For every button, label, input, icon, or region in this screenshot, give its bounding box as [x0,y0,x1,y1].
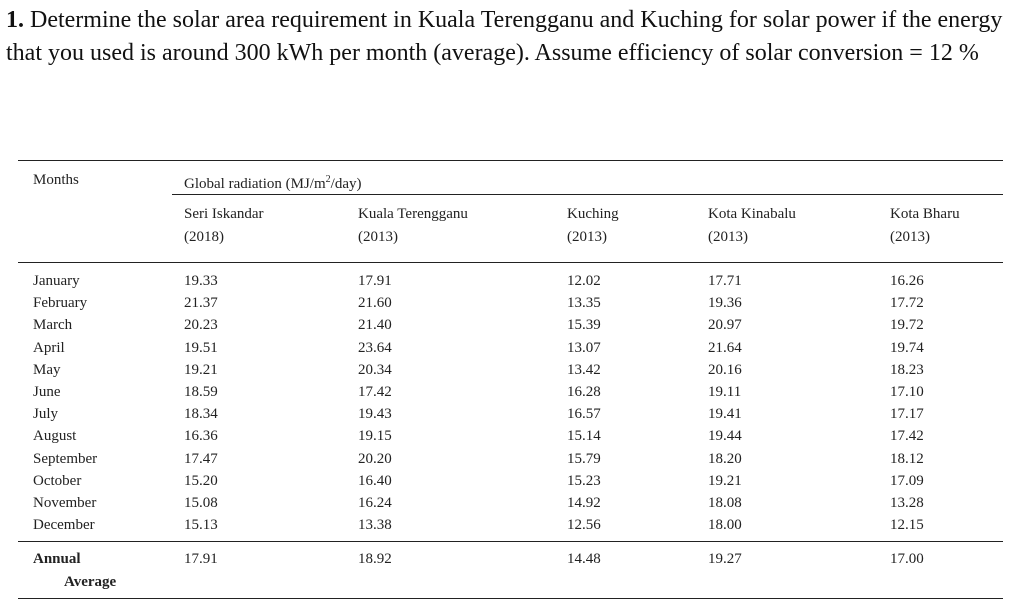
table-cell: 17.47 [184,451,218,467]
table-cell: 19.21 [708,473,742,489]
table-cell: 21.60 [358,295,392,311]
table-cell: 13.35 [567,295,601,311]
table-cell: 15.23 [567,473,601,489]
table-cell: 19.51 [184,340,218,356]
table-cell: 23.64 [358,340,392,356]
table-cell: 13.07 [567,340,601,356]
table-cell: 15.39 [567,317,601,333]
table-row-month: June [33,384,61,400]
table-cell: 15.14 [567,428,601,444]
table-row-month: April [33,340,65,356]
table-cell: 14.92 [567,495,601,511]
table-cell: 20.97 [708,317,742,333]
column-header-name: Kuala Terengganu [358,206,468,222]
table-cell: 15.20 [184,473,218,489]
column-header-year: (2013) [358,229,398,245]
column-header-name: Seri Iskandar [184,206,264,222]
average-label-line1: Annual [33,551,81,567]
question-body: Determine the solar area requirement in Kuala Terengganu and Kuching for solar power if the energy that you used is around 300 kWh per month (average). Assume efficiency of solar conversion = 12 % [6,7,1003,66]
table-row-month: July [33,406,59,422]
table-cell: 18.12 [890,451,924,467]
group-header-prefix: Global radiation (MJ/m [184,176,326,192]
table-cell: 16.57 [567,406,601,422]
table-cell: 16.28 [567,384,601,400]
table-cell: 19.41 [708,406,742,422]
table-cell: 17.42 [890,428,924,444]
months-header: Months [33,172,79,188]
table-cell: 18.34 [184,406,218,422]
average-cell: 14.48 [567,551,601,567]
average-cell: 18.92 [358,551,392,567]
table-cell: 20.23 [184,317,218,333]
table-cell: 15.79 [567,451,601,467]
table-cell: 18.20 [708,451,742,467]
table-cell: 16.36 [184,428,218,444]
table-cell: 21.64 [708,340,742,356]
table-cell: 19.11 [708,384,742,400]
table-cell: 15.13 [184,517,218,533]
table-cell: 17.91 [358,273,392,289]
average-label-line2: Average [64,574,117,590]
table-cell: 18.00 [708,517,742,533]
table-cell: 17.71 [708,273,742,289]
table-cell: 19.44 [708,428,742,444]
table-cell: 18.08 [708,495,742,511]
table-cell: 19.33 [184,273,218,289]
table-cell: 17.17 [890,406,924,422]
table-cell: 16.26 [890,273,924,289]
table-cell: 21.37 [184,295,218,311]
global-radiation-header [184,171,361,193]
table-row-month: December [33,517,95,533]
table-cell: 13.42 [567,362,601,378]
table-cell: 13.38 [358,517,392,533]
table-cell: 12.56 [567,517,601,533]
table-cell: 17.42 [358,384,392,400]
table-cell: 19.72 [890,317,924,333]
table-cell: 18.23 [890,362,924,378]
table-cell: 19.43 [358,406,392,422]
table-row-month: October [33,473,82,489]
table-row-month: February [33,295,88,311]
column-header-year: (2013) [708,229,748,245]
table-row-month: September [33,451,98,467]
table-cell: 16.40 [358,473,392,489]
table-cell: 19.36 [708,295,742,311]
question-number: 1. [6,7,24,33]
table-cell: 17.09 [890,473,924,489]
table-cell: 19.21 [184,362,218,378]
table-cell: 16.24 [358,495,392,511]
table-cell: 20.16 [708,362,742,378]
column-header-year: (2018) [184,229,224,245]
table-cell: 17.10 [890,384,924,400]
column-header-year: (2013) [890,229,930,245]
table-row-month: May [33,362,61,378]
group-header-suffix: /day) [330,176,362,192]
table-cell: 21.40 [358,317,392,333]
table-row-month: March [33,317,73,333]
table-cell: 17.72 [890,295,924,311]
table-row-month: November [33,495,97,511]
table-row-month: January [33,273,80,289]
table-cell: 19.15 [358,428,392,444]
column-header-name: Kuching [567,206,619,222]
table-cell: 20.34 [358,362,392,378]
average-cell: 19.27 [708,551,742,567]
column-header-year: (2013) [567,229,607,245]
table-cell: 15.08 [184,495,218,511]
table-row-month: August [33,428,77,444]
group-header-sup: 2 [325,174,331,185]
table-cell: 19.74 [890,340,924,356]
average-cell: 17.91 [184,551,218,567]
average-cell: 17.00 [890,551,924,567]
table-cell: 13.28 [890,495,924,511]
column-header-name: Kota Kinabalu [708,206,796,222]
table-cell: 12.15 [890,517,924,533]
table-cell: 12.02 [567,273,601,289]
column-header-name: Kota Bharu [890,206,960,222]
table-cell: 18.59 [184,384,218,400]
table-cell: 20.20 [358,451,392,467]
